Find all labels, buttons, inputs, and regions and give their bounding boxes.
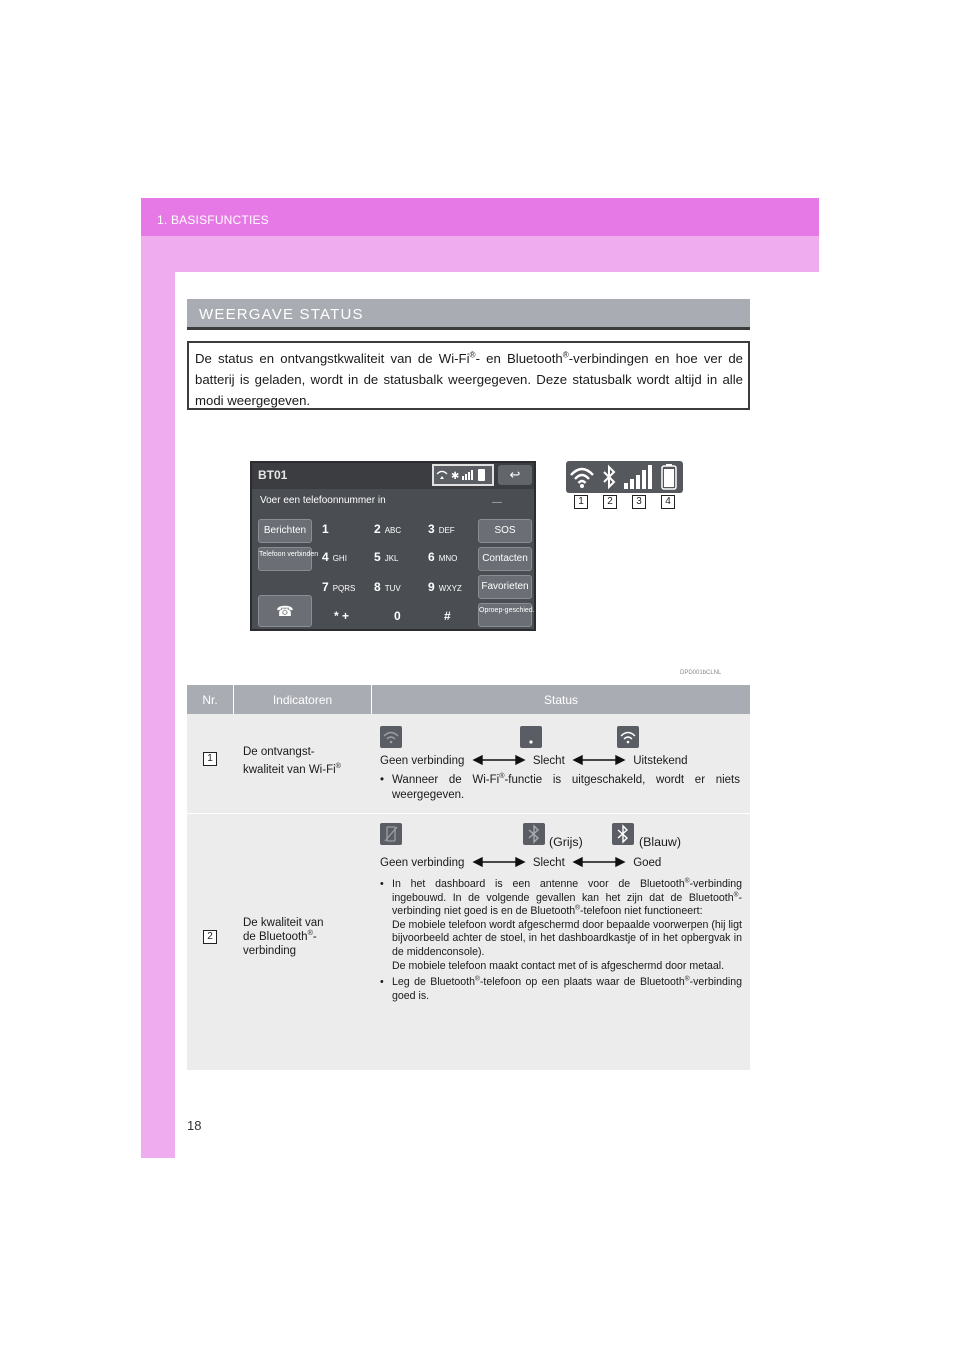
double-arrow-icon bbox=[574, 857, 624, 867]
row-2-number: 2 bbox=[203, 930, 217, 944]
table-header bbox=[187, 685, 750, 714]
status-table bbox=[187, 685, 750, 1070]
call-history-button[interactable]: Oproep-geschied. bbox=[478, 603, 532, 627]
svg-text:✱: ✱ bbox=[451, 471, 460, 482]
contacts-button[interactable]: Contacten bbox=[478, 547, 532, 571]
key-6[interactable]: 6 MNO bbox=[428, 550, 458, 564]
sos-button[interactable]: SOS bbox=[478, 519, 532, 543]
key-7[interactable]: 7 PQRS bbox=[322, 580, 356, 594]
row-2-bullet-1: In het dashboard is een antenne voor de Bluetooth®-verbinding ingebouwd. In de volgende gevallen kan het zijn dat de Bluetooth®-verbinding niet goed is en de Bluetooth®-telefoon niet functioneert: bbox=[392, 877, 742, 918]
key-0[interactable]: 0 bbox=[394, 609, 401, 623]
status-strip-icons bbox=[566, 461, 683, 493]
double-arrow-icon bbox=[574, 755, 624, 765]
key-2[interactable]: 2 ABC bbox=[374, 522, 402, 536]
section-title: WEERGAVE STATUS bbox=[199, 306, 364, 323]
wifi-weak-icon bbox=[520, 726, 542, 748]
intro-text: De status en ontvangstkwaliteit van de Wi-Fi®- en Bluetooth®-verbindingen en hoe ver de batterij is geladen, wordt in de statusbalk weergegeven. Deze statusbalk wordt altijd in alle modi weergegeven. bbox=[187, 341, 750, 410]
chapter-title: 1. BASISFUNCTIES bbox=[157, 213, 269, 227]
callout-4: 4 bbox=[661, 495, 675, 509]
key-hash[interactable]: # bbox=[444, 609, 451, 623]
phone-handset-icon[interactable]: ☎ bbox=[258, 595, 312, 627]
header-indicator: Indicatoren bbox=[272, 693, 333, 707]
row-2-indicator: De kwaliteit van de Bluetooth®- verbinding bbox=[243, 917, 324, 957]
status-bar-highlight bbox=[432, 464, 494, 486]
row-2-scale: Geen verbinding Slecht Goed bbox=[380, 857, 662, 869]
row-2-bullets: • In het dashboard is een antenne voor de Bluetooth®-verbinding ingebouwd. In de volgende gevallen kan het zijn dat de Bluetooth®-verbinding niet goed is en de Bluetooth®-telefoon niet functioneert: De mobiele telefoon wordt afgeschermd door bepaalde voorwerpen (hij ligt bijvoorbeeld achter de stoel, in het dashboardkastje of in het opbergvak in de middenconsole). De mobiele telefoon maakt contact met of is afgeschermd door metaal. • Leg de Bluetooth®-telefoon op een plaats waar de Bluetooth®-verbinding goed is. bbox=[380, 877, 742, 1002]
phone-no-bluetooth-icon bbox=[380, 823, 402, 845]
connect-phone-button[interactable]: Telefoon verbinden bbox=[258, 547, 312, 571]
row-1-number: 1 bbox=[203, 752, 217, 766]
callout-2: 2 bbox=[603, 495, 617, 509]
bluetooth-icon bbox=[604, 467, 614, 487]
wifi-icon bbox=[571, 469, 593, 488]
label-blue: (Blauw) bbox=[639, 835, 681, 849]
bluetooth-blue-icon bbox=[612, 823, 634, 845]
back-arrow-icon[interactable]: ↩ bbox=[498, 465, 532, 485]
row-1-icons bbox=[380, 726, 740, 750]
row-2-icons bbox=[380, 823, 640, 847]
page-number: 18 bbox=[187, 1118, 202, 1133]
key-3[interactable]: 3 DEF bbox=[428, 522, 455, 536]
key-4[interactable]: 4 GHI bbox=[322, 550, 347, 564]
double-arrow-icon bbox=[474, 857, 524, 867]
screen-hint: Voer een telefoonnummer in bbox=[260, 495, 386, 506]
chapter-header bbox=[141, 198, 819, 236]
callout-1: 1 bbox=[574, 495, 588, 509]
status-icon-strip bbox=[566, 461, 683, 493]
signal-bars-icon bbox=[624, 465, 652, 489]
key-5[interactable]: 5 JKL bbox=[374, 550, 399, 564]
row-1-indicator: De ontvangst- kwaliteit van Wi-Fi® bbox=[243, 746, 341, 776]
battery-icon bbox=[662, 464, 676, 489]
key-1[interactable]: 1 bbox=[322, 522, 329, 536]
key-star[interactable]: * + bbox=[334, 609, 350, 623]
row-2-bullet-1-sub-2: De mobiele telefoon maakt contact met of is afgeschermd door metaal. bbox=[392, 959, 725, 972]
favorites-button[interactable]: Favorieten bbox=[478, 575, 532, 599]
status-icons bbox=[434, 466, 492, 484]
screen-top-bar bbox=[252, 463, 534, 489]
image-code: DPD001bCLNL bbox=[680, 670, 722, 676]
header-nr: Nr. bbox=[202, 693, 218, 707]
section-title-bar bbox=[187, 299, 750, 330]
callout-3: 3 bbox=[632, 495, 646, 509]
wifi-off-icon bbox=[380, 726, 402, 748]
row-2-bullet-1-sub-1: De mobiele telefoon wordt afgeschermd door bepaalde voorwerpen (hij ligt bijvoorbeeld achter de stoel, in het dashboardkastje of in het opbergvak in de middenconsole). bbox=[392, 918, 742, 958]
delete-key[interactable]: — bbox=[492, 497, 502, 508]
bluetooth-grey-icon bbox=[523, 823, 545, 845]
row-2-bullet-2: Leg de Bluetooth®-telefoon op een plaats waar de Bluetooth®-verbinding goed is. bbox=[392, 975, 742, 1002]
row-1-bullet: • Wanneer de Wi-Fi®-functie is uitgeschakeld, wordt er niets weergegeven. bbox=[380, 772, 740, 801]
key-9[interactable]: 9 WXYZ bbox=[428, 580, 462, 594]
label-grey: (Grijs) bbox=[549, 835, 583, 849]
row-1-scale: Geen verbinding Slecht Uitstekend bbox=[380, 755, 688, 767]
phone-screen-image bbox=[250, 461, 536, 631]
screen-title: BT01 bbox=[258, 468, 288, 482]
header-status: Status bbox=[543, 693, 579, 707]
wifi-strong-icon bbox=[617, 726, 639, 748]
messages-button[interactable]: Berichten bbox=[258, 519, 312, 543]
double-arrow-icon bbox=[474, 755, 524, 765]
key-8[interactable]: 8 TUV bbox=[374, 580, 401, 594]
